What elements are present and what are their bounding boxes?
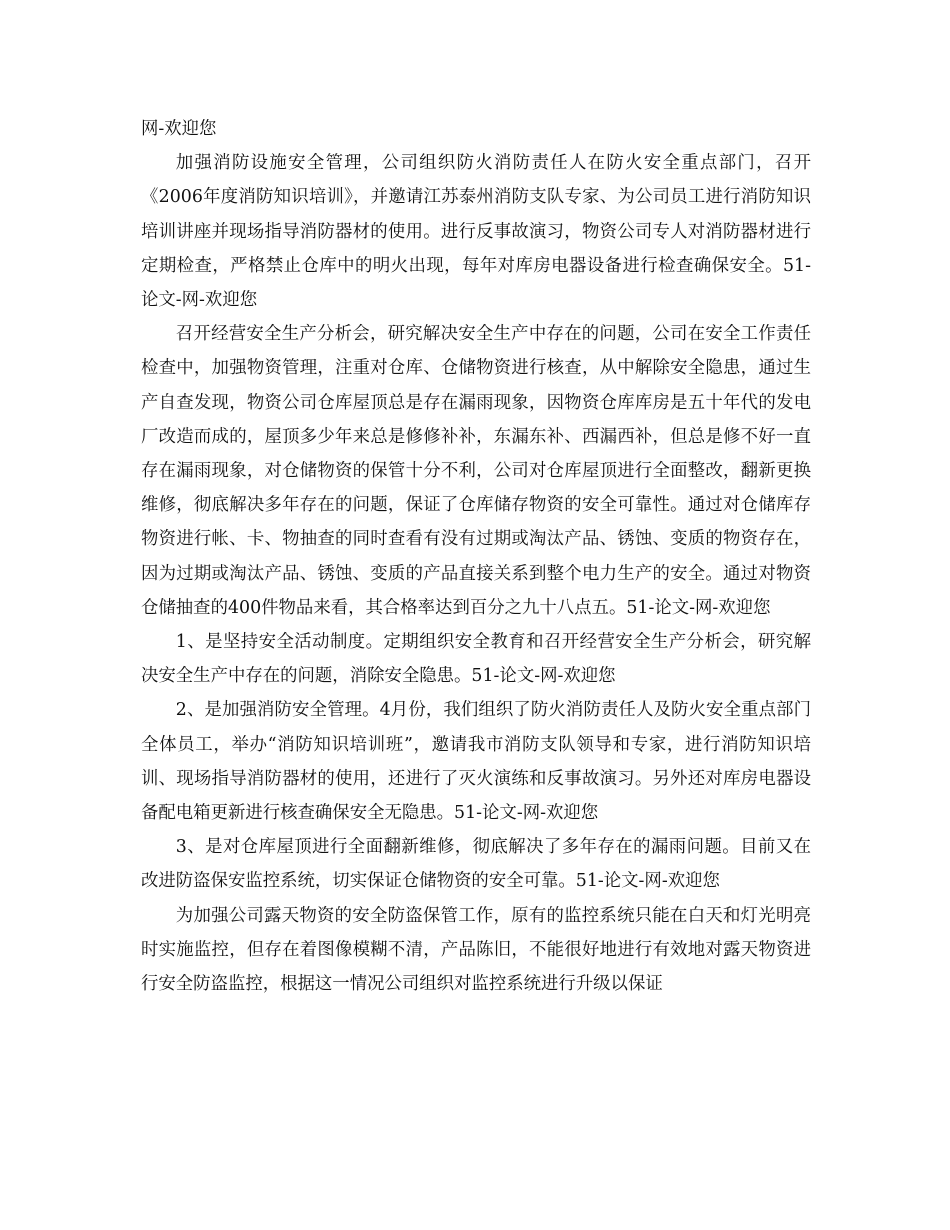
document-page — [141, 112, 811, 1001]
paragraph-continuation: 网-欢迎您 — [141, 119, 217, 139]
paragraph-safety-analysis-meeting: 召开经营安全生产分析会，研究解决安全生产中存在的问题，公司在安全工作责任检查中，加强物资管理，注重对仓库、仓储物资进行核查，从中解除安全隐患，通过生产自查发现，物资公司仓库屋顶总是存在漏雨现象，因物资仓库库房是五十年代的发电厂改造而成的，屋顶多少年来总是修修补补，东漏东补、西漏西补，但总是修不好一直存在漏雨现象，对仓储物资的保管十分不利，公司对仓库屋顶进行全面整改，翻新更换维修，彻底解决多年存在的问题，保证了仓库储存物资的安全可靠性。通过对仓储库存物资进行帐、卡、物抽查的同时查看有没有过期或淘汰产品、锈蚀、变质的物资存在，因为过期或淘汰产品、锈蚀、变质的产品直接关系到整个电力生产的安全。通过对物资仓储抽查的400件物品来看，其合格率达到百分之九十八点五。51-论文-网-欢迎您 — [141, 324, 811, 618]
paragraph-fire-safety-management: 加强消防设施安全管理，公司组织防火消防责任人在防火安全重点部门，召开《2006年度消防知识培训》，并邀请江苏泰州消防支队专家、为公司员工进行消防知识培训讲座并现场指导消防器材的使用。进行反事故演习，物资公司专人对消防器材进行定期检查，严格禁止仓库中的明火出现，每年对库房电器设备进行检查确保安全。51-论文-网-欢迎您 — [141, 153, 811, 311]
paragraph-item-2: 2、是加强消防安全管理。4月份，我们组织了防火消防责任人及防火安全重点部门全体员工，举办“消防知识培训班”，邀请我市消防支队领导和专家，进行消防知识培训、现场指导消防器材的使用，还进行了灭火演练和反事故演习。另外还对库房电器设备配电箱更新进行核查确保安全无隐患。51-论文-网-欢迎您 — [141, 700, 811, 824]
paragraph-item-3: 3、是对仓库屋顶进行全面翻新维修，彻底解决了多年存在的漏雨问题。目前又在改进防盗保安监控系统，切实保证仓储物资的安全可靠。51-论文-网-欢迎您 — [141, 837, 811, 892]
paragraph-outdoor-security: 为加强公司露天物资的安全防盗保管工作，原有的监控系统只能在白天和灯光明亮时实施监控，但存在着图像模糊不清，产品陈旧，不能很好地进行有效地对露天物资进行安全防盗监控，根据这一情况公司组织对监控系统进行升级以保证 — [141, 905, 811, 995]
paragraph-item-1: 1、是坚持安全活动制度。定期组织安全教育和召开经营安全生产分析会，研究解决安全生产中存在的问题，消除安全隐患。51-论文-网-欢迎您 — [141, 632, 811, 687]
